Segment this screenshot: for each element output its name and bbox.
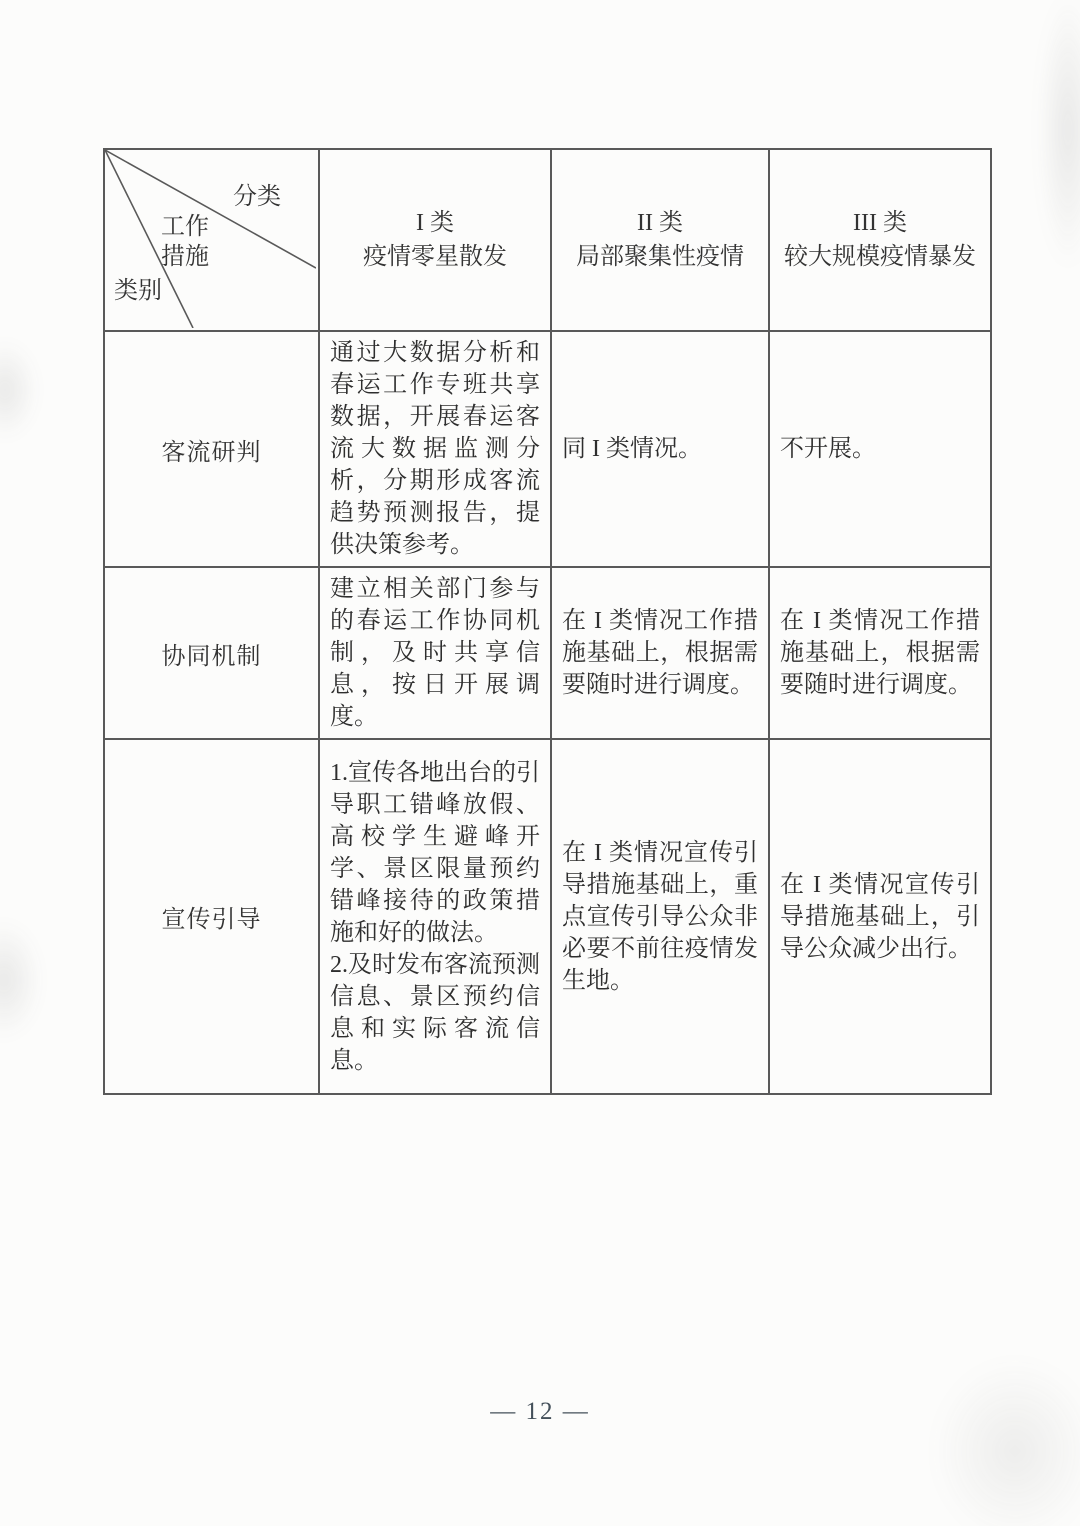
cell-paragraph: 在 I 类情况宣传引导措施基础上，重点宣传引导公众非必要不前往疫情发生地。: [562, 839, 758, 994]
cell-paragraph: 不开展。: [780, 436, 876, 462]
column-header-class-1-subtitle: 疫情零星散发: [363, 244, 507, 270]
body-cell: [551, 567, 769, 739]
corner-label-work-measures-line1: 工作: [161, 214, 209, 240]
column-header-class-2-subtitle: 局部聚集性疫情: [576, 244, 744, 270]
cell-paragraph: 1.宣传各地出台的引导职工错峰放假、高校学生避峰开学、景区限量预约错峰接待的政策措施和好的做法。: [330, 759, 540, 946]
body-cell: [319, 331, 551, 567]
row-label-publicity-guidance: 宣传引导: [104, 739, 319, 1094]
column-header-class-1-title: I 类: [416, 210, 454, 236]
cell-paragraph: 在 I 类情况工作措施基础上，根据需要随时进行调度。: [562, 608, 758, 698]
cell-paragraph: 建立相关部门参与的春运工作协同机制，及时共享信息，按日开展调度。: [330, 576, 540, 730]
row-label-passenger-flow-analysis: 客流研判: [104, 331, 319, 567]
cell-paragraph: 通过大数据分析和春运工作专班共享数据，开展春运客流大数据监测分析，分期形成客流趋势预测报告，提供决策参考。: [330, 340, 540, 558]
body-cell: [769, 739, 991, 1094]
page-number: — 12 —: [490, 1398, 590, 1425]
table-header-row: [104, 149, 991, 331]
body-cell: [551, 331, 769, 567]
measures-table: [103, 148, 992, 1095]
body-cell: [769, 567, 991, 739]
column-header-class-3-title: III 类: [853, 210, 907, 236]
cell-paragraph: 2.及时发布客流预测信息、景区预约信息和实际客流信息。: [330, 951, 540, 1074]
column-header-class-3: [769, 149, 991, 331]
corner-label-work-measures: [161, 212, 209, 272]
column-header-class-1: [319, 149, 551, 331]
column-header-class-2-title: II 类: [637, 210, 683, 236]
row-label-coordination-mechanism: 协同机制: [104, 567, 319, 739]
corner-label-classification: 分类: [233, 184, 281, 210]
corner-label-type: 类别: [114, 278, 162, 304]
table-row-coordination-mechanism: [104, 567, 991, 739]
column-header-class-2: [551, 149, 769, 331]
scan-artifact: [0, 340, 38, 440]
scan-artifact: [930, 1356, 1080, 1526]
corner-label-work-measures-line2: 措施: [161, 244, 209, 270]
body-cell: [319, 739, 551, 1094]
scan-artifact: [1038, 0, 1080, 270]
column-header-class-3-subtitle: 较大规模疫情暴发: [784, 244, 976, 270]
cell-paragraph: 同 I 类情况。: [562, 436, 702, 462]
body-cell: [319, 567, 551, 739]
body-cell: [551, 739, 769, 1094]
table-row-passenger-flow-analysis: [104, 331, 991, 567]
cell-paragraph: 在 I 类情况工作措施基础上，根据需要随时进行调度。: [780, 608, 980, 698]
table-row-publicity-guidance: [104, 739, 991, 1094]
body-cell: [769, 331, 991, 567]
diagonal-corner-cell: [104, 149, 319, 331]
scan-artifact: [0, 920, 42, 1040]
cell-paragraph: 在 I 类情况宣传引导措施基础上，引导公众减少出行。: [780, 871, 980, 962]
